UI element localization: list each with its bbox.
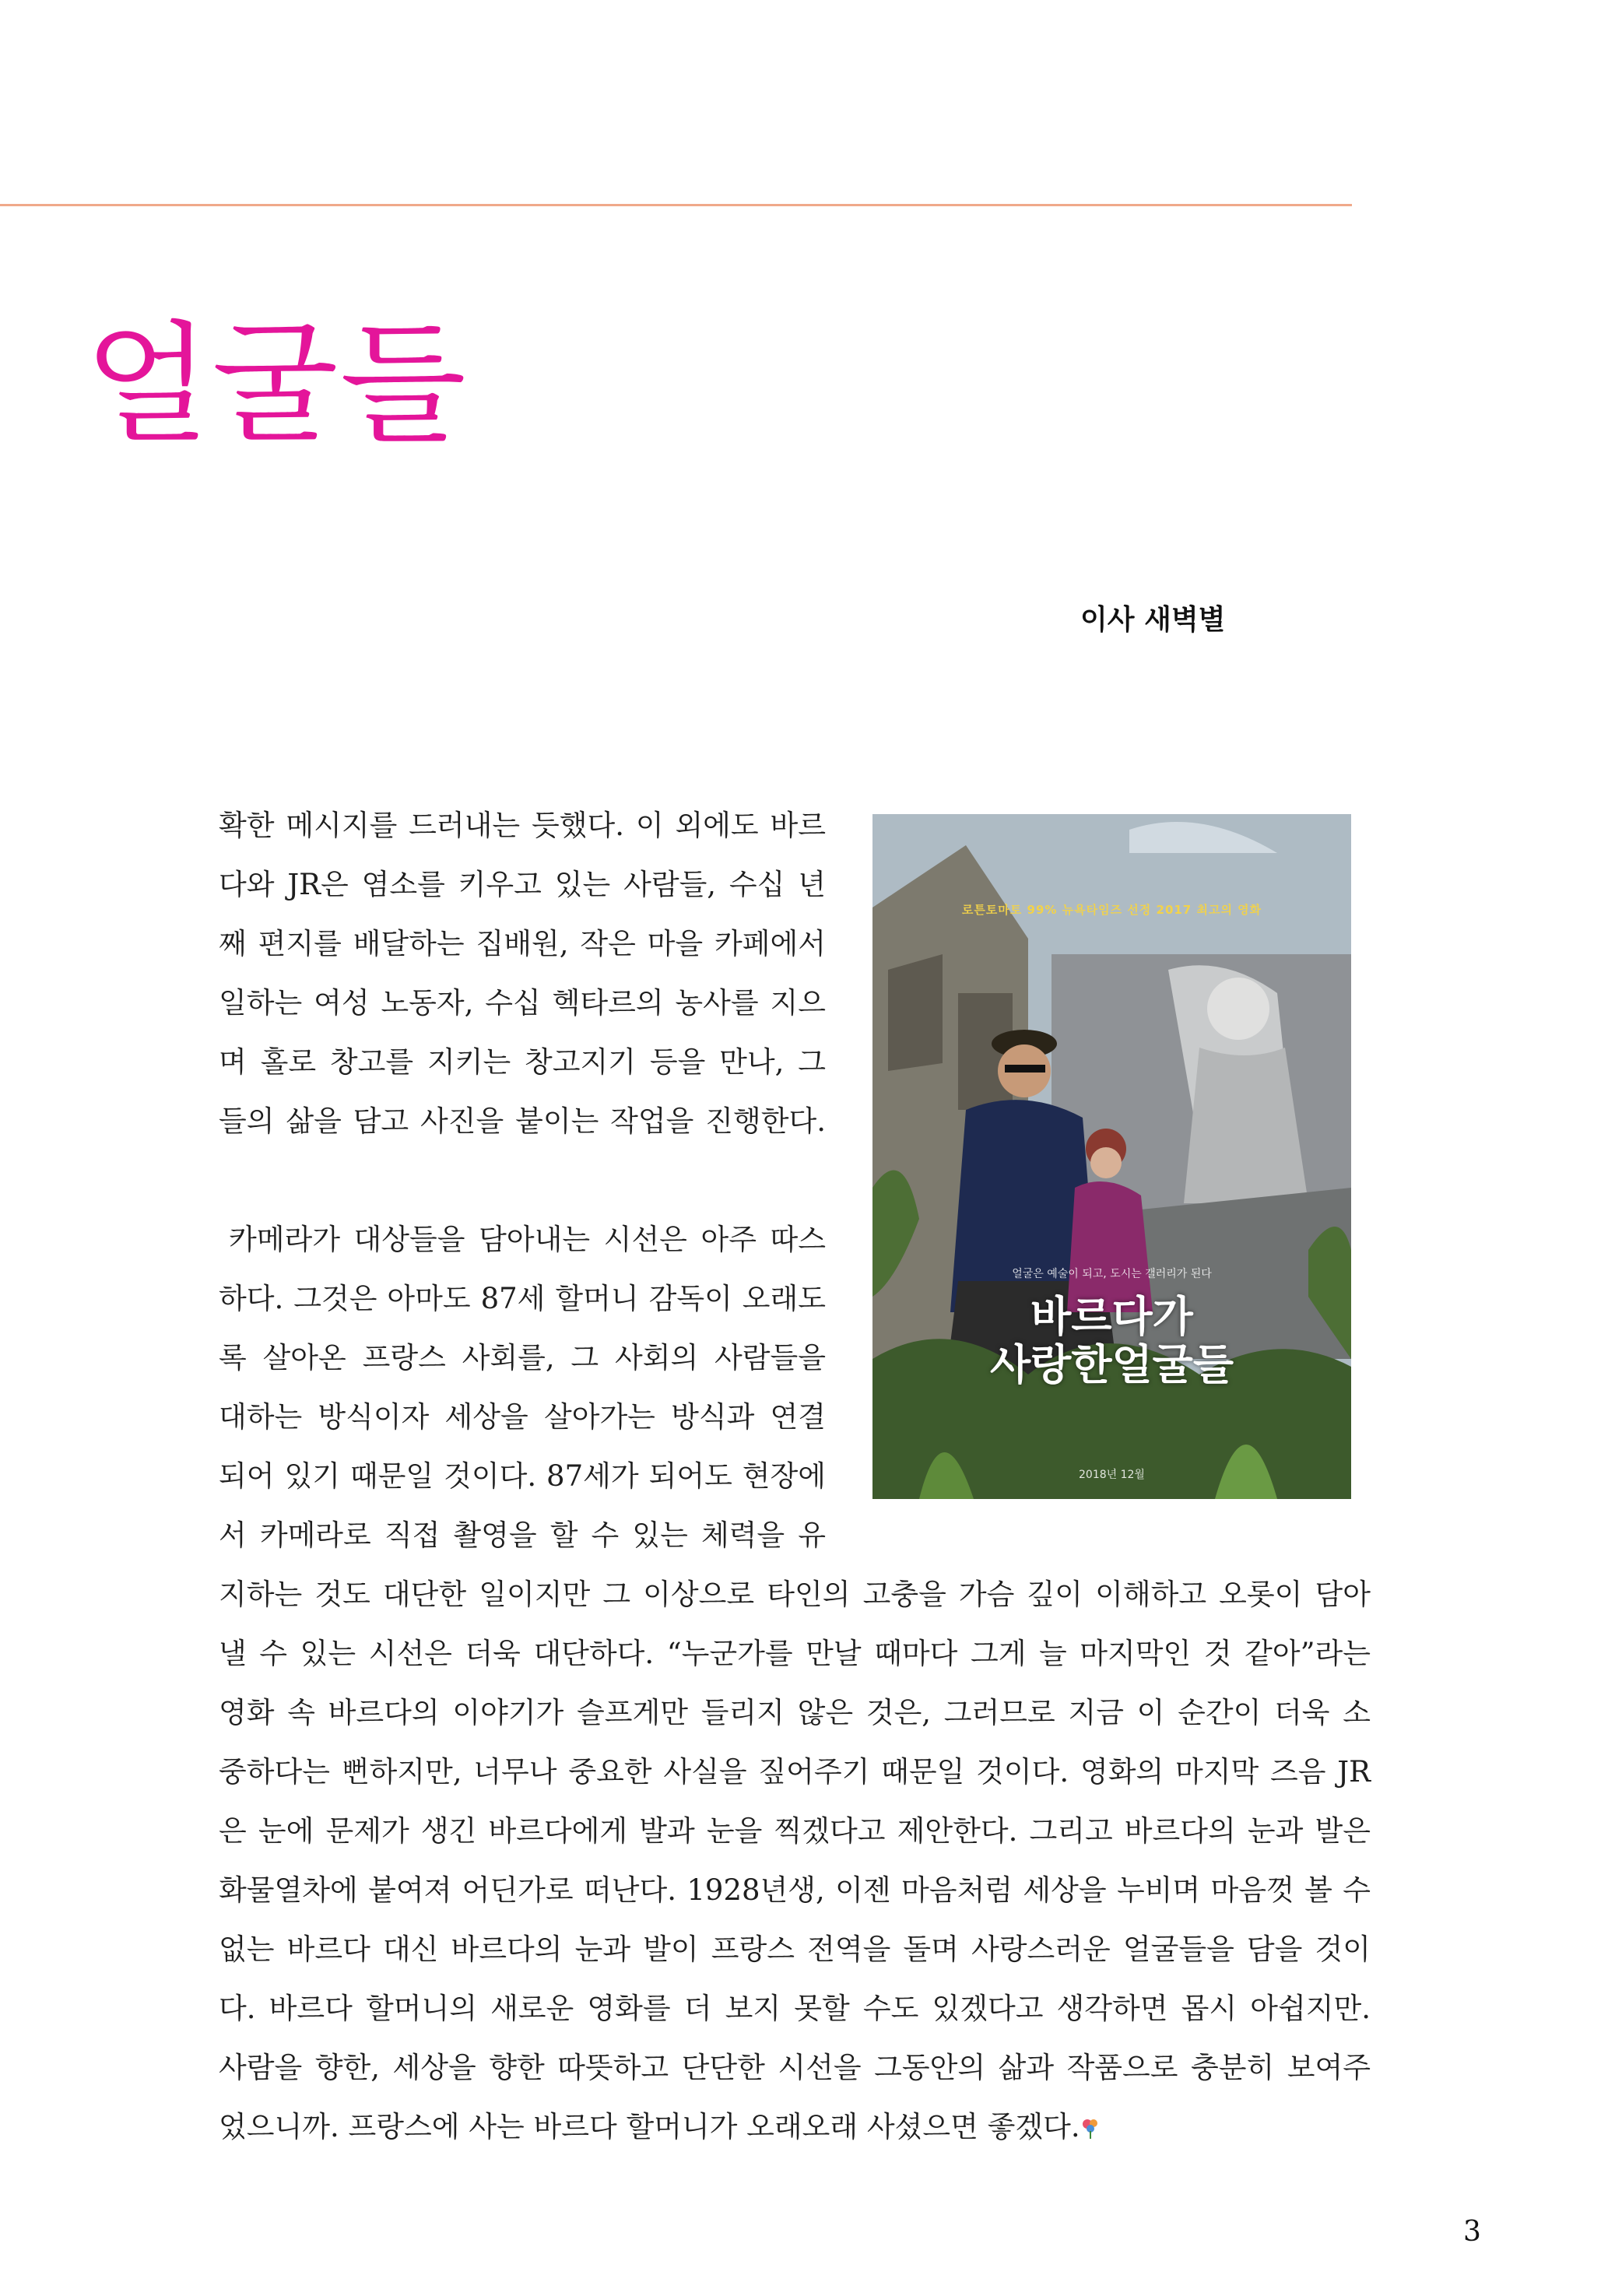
- body-line: 중하다는 뻔하지만, 너무나 중요한 사실을 짚어주기 때문일 것이다. 영화의 마지막 즈음 JR: [219, 1755, 1371, 1789]
- body-line: 낼 수 있는 시선은 더욱 대단하다. “누군가를 만날 때마다 그게 늘 마지막인 것 같아”라는: [219, 1637, 1371, 1670]
- poster-subtitle: 얼굴은 예술이 되고, 도시는 갤러리가 된다: [1012, 1268, 1212, 1280]
- body-line: 사람을 향한, 세상을 향한 따뜻하고 단단한 시선을 그동안의 삶과 작품으로 충분히 보여주: [219, 2051, 1371, 2084]
- body-line: 화물열차에 붙여져 어딘가로 떠난다. 1928년생, 이젠 마음처럼 세상을 누비며 마음껏 볼 수: [219, 1873, 1371, 1907]
- body-line: 째 편지를 배달하는 집배원, 작은 마을 카페에서: [219, 927, 826, 960]
- poster-tagline: 로튼토마토 99% 뉴욕타임즈 선정 2017 최고의 영화: [961, 903, 1262, 917]
- body-line: 없는 바르다 대신 바르다의 눈과 발이 프랑스 전역을 돌며 사랑스러운 얼굴들을 담을 것이: [219, 1933, 1371, 1966]
- body-line: 들의 삶을 담고 사진을 붙이는 작업을 진행한다.: [219, 1104, 826, 1138]
- flower-icon: [1082, 2101, 1099, 2124]
- body-line: 지하는 것도 대단한 일이지만 그 이상으로 타인의 고충을 가슴 깊이 이해하고 오롯이 담아: [219, 1578, 1371, 1611]
- body-line: 하다. 그것은 아마도 87세 할머니 감독이 오래도: [219, 1282, 826, 1315]
- poster-title-line: 바르다가: [1030, 1292, 1193, 1341]
- body-line: 다와 JR은 염소를 키우고 있는 사람들, 수십 년: [219, 868, 826, 901]
- header-rule: [0, 204, 1352, 206]
- body-line: 카메라가 대상들을 담아내는 시선은 아주 따스: [229, 1223, 826, 1256]
- body-line: 영화 속 바르다의 이야기가 슬프게만 들리지 않은 것은, 그러므로 지금 이 순간이 더욱 소: [219, 1696, 1371, 1729]
- body-line: 은 눈에 문제가 생긴 바르다에게 발과 눈을 찍겠다고 제안한다. 그리고 바르다의 눈과 발은: [219, 1814, 1371, 1848]
- body-line: 대하는 방식이자 세상을 살아가는 방식과 연결: [219, 1400, 826, 1434]
- body-line: 었으니까. 프랑스에 사는 바르다 할머니가 오래오래 사셨으면 좋겠다.: [219, 2110, 1080, 2143]
- poster-title: [872, 1293, 1351, 1389]
- body-line: 록 살아온 프랑스 사회를, 그 사회의 사람들을: [219, 1341, 826, 1374]
- body-line: 며 홀로 창고를 지키는 창고지기 등을 만나, 그: [219, 1045, 826, 1079]
- page-number: 3: [1463, 2216, 1481, 2248]
- movie-poster: [872, 814, 1351, 1499]
- poster-title-line: 사랑한얼굴들: [990, 1340, 1234, 1389]
- body-last-line: [219, 2098, 1371, 2157]
- body-line: 서 카메라로 직접 촬영을 할 수 있는 체력을 유: [219, 1518, 826, 1552]
- body-line: 되어 있기 때문일 것이다. 87세가 되어도 현장에: [219, 1459, 826, 1493]
- body-line: 일하는 여성 노동자, 수십 헥타르의 농사를 지으: [219, 986, 826, 1020]
- article-title: 얼굴들: [84, 308, 468, 461]
- body-line: 확한 메시지를 드러내는 듯했다. 이 외에도 바르: [219, 809, 826, 842]
- poster-date: 2018년 12월: [1079, 1469, 1145, 1481]
- author-byline: 이사 새벽별: [1080, 604, 1226, 636]
- body-line: 다. 바르다 할머니의 새로운 영화를 더 보지 못할 수도 있겠다고 생각하면 몹시 아쉽지만.: [219, 1992, 1371, 2025]
